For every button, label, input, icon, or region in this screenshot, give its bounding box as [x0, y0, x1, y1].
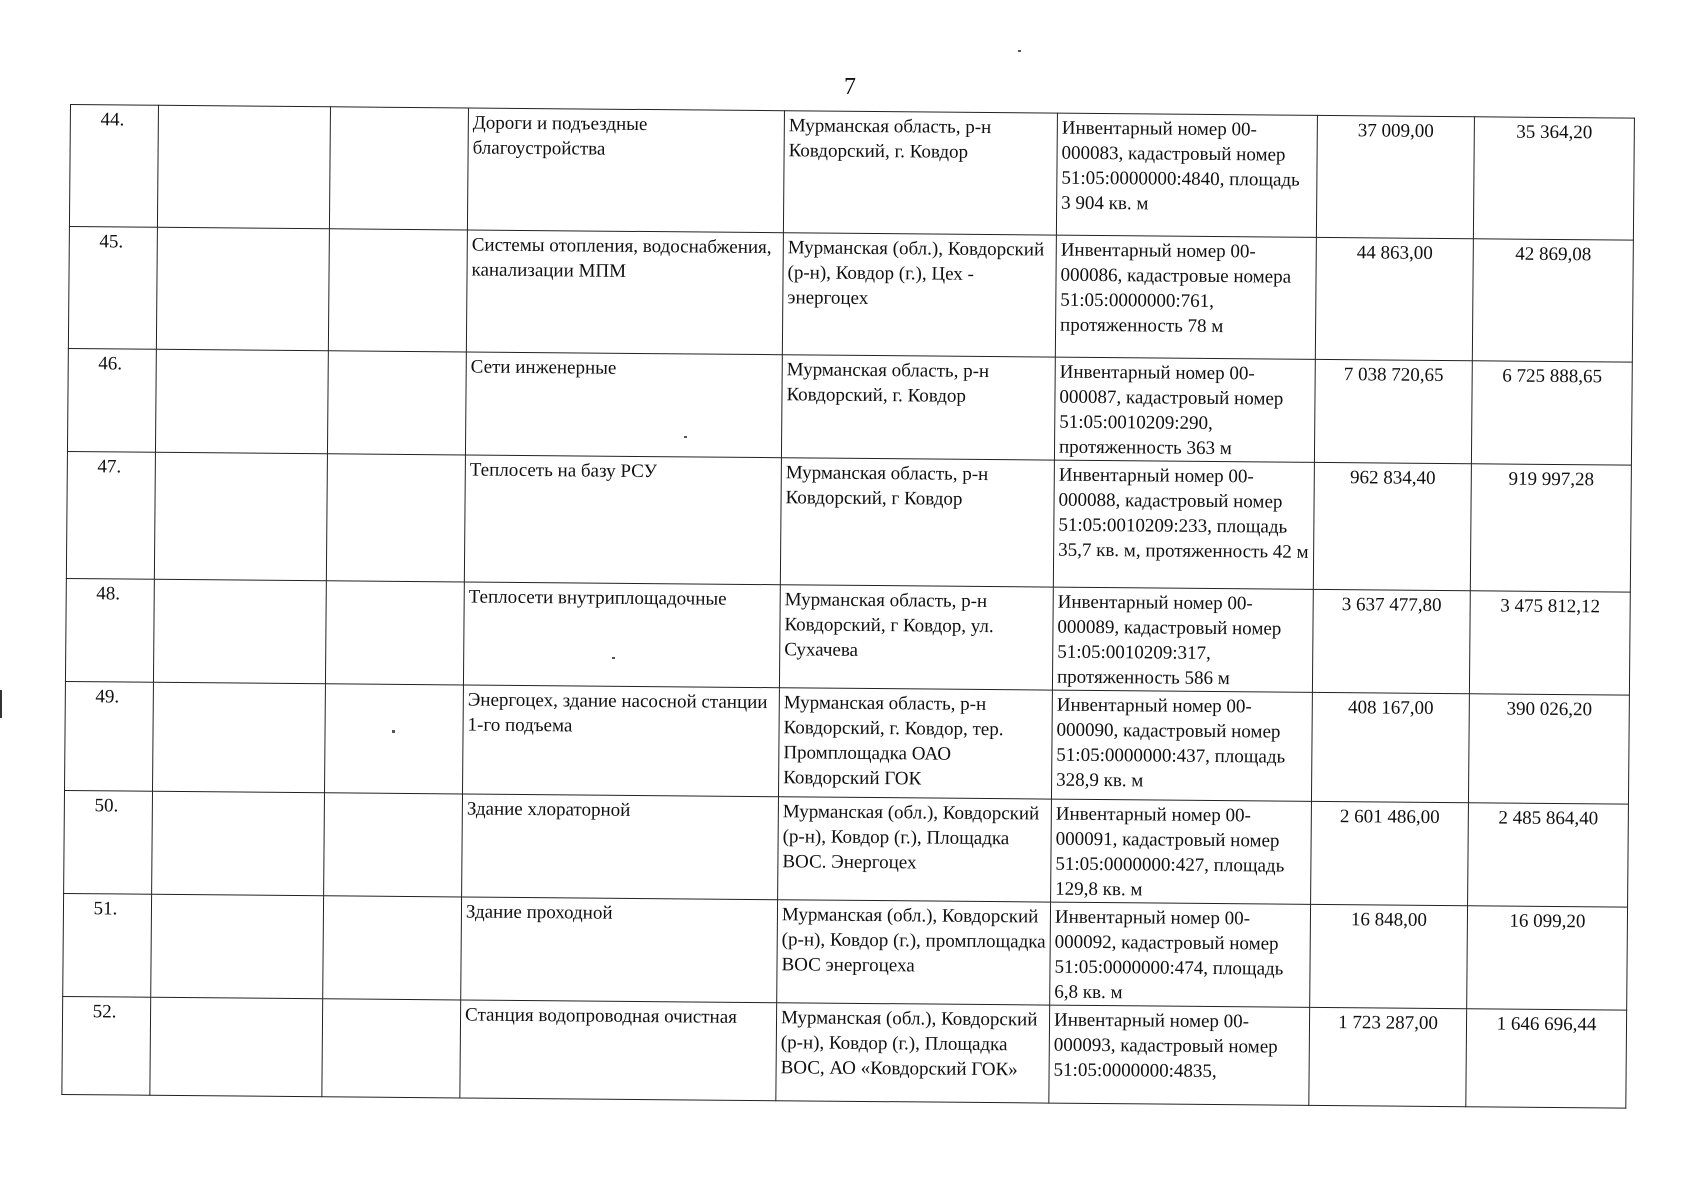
table-row	[64, 790, 1629, 907]
object-details: Инвентарный номер 00-000089, кадастровый номер 51:05:0010209:317, протяженность 586 м	[1052, 587, 1313, 692]
empty-cell	[157, 105, 330, 228]
value-cell-2: 2 485 864,40	[1468, 803, 1629, 907]
object-address: Мурманская (обл.), Ковдорский (р-н), Ковдор (г.), Площадка ВОС, АО «Ковдорский ГОК»	[776, 1003, 1050, 1103]
page-number: 7	[844, 74, 856, 100]
table-row	[66, 451, 1631, 592]
object-address: Мурманская область, р-н Ковдорский, г Ковдор, ул. Сухачева	[779, 585, 1053, 690]
empty-cell	[323, 896, 462, 1000]
object-details: Инвентарный номер 00-000091, кадастровый номер 51:05:0000000:427, площадь 129,8 кв. м	[1051, 799, 1312, 904]
value-cell-1: 37 009,00	[1316, 115, 1474, 238]
row-number: 48.	[65, 578, 154, 682]
value-cell-2: 3 475 812,12	[1469, 591, 1630, 695]
value-cell-2: 390 026,20	[1468, 694, 1629, 804]
value-cell-2: 919 997,28	[1470, 464, 1631, 592]
empty-cell	[153, 579, 326, 683]
empty-cell	[325, 581, 464, 685]
object-address: Мурманская область, р-н Ковдорский, г. Ковдор	[781, 355, 1055, 460]
value-cell-1: 962 834,40	[1313, 462, 1471, 590]
row-number: 44.	[69, 105, 158, 228]
value-cell-1: 1 723 287,00	[1309, 1007, 1467, 1106]
empty-cell	[156, 227, 329, 350]
value-cell-1: 7 038 720,65	[1314, 359, 1472, 463]
scan-speck	[1018, 50, 1021, 52]
table-row	[63, 893, 1628, 1010]
row-number: 46.	[67, 348, 156, 452]
value-cell-2: 6 725 888,65	[1471, 361, 1632, 465]
object-details: Инвентарный номер 00-000090, кадастровый номер 51:05:0000000:437, площадь 328,9 кв. м	[1051, 690, 1312, 801]
table-row	[68, 226, 1633, 362]
scan-speck	[392, 730, 395, 733]
value-cell-1: 2 601 486,00	[1311, 801, 1469, 905]
object-address: Мурманская область, р-н Ковдорский, г. Ковдор	[783, 111, 1057, 235]
property-table	[61, 104, 1635, 1109]
value-cell-1: 44 863,00	[1315, 237, 1473, 360]
table-row	[65, 681, 1630, 804]
row-number: 49.	[65, 681, 154, 791]
object-name: Теплосеть на базу РСУ	[464, 455, 781, 585]
empty-cell	[151, 894, 324, 998]
scan-speck	[684, 436, 687, 438]
object-details: Инвентарный номер 00-000083, кадастровый номер 51:05:0000000:4840, площадь 3 904 кв. м	[1056, 113, 1317, 237]
empty-cell	[324, 793, 463, 897]
empty-cell	[327, 351, 466, 455]
empty-cell	[322, 999, 461, 1098]
empty-cell	[329, 107, 468, 230]
object-details: Инвентарный номер 00-000086, кадастровые номера 51:05:0000000:761, протяженность 78 м	[1055, 235, 1316, 359]
empty-cell	[152, 791, 325, 895]
value-cell-1: 3 637 477,80	[1312, 589, 1470, 693]
empty-cell	[154, 452, 327, 580]
object-address: Мурманская (обл.), Ковдорский (р-н), Ковдор (г.), Площадка ВОС. Энергоцех	[778, 797, 1052, 902]
value-cell-1: 408 167,00	[1311, 692, 1469, 802]
object-name: Сети инженерные	[465, 352, 782, 458]
object-details: Инвентарный номер 00-000088, кадастровый номер 51:05:0010209:233, площадь 35,7 кв. м, протяженность 42 м	[1053, 460, 1314, 589]
object-name: Дороги и подъездные благоустройства	[467, 108, 784, 233]
object-name: Энергоцех, здание насосной станции 1-го подъема	[462, 685, 779, 797]
value-cell-1: 16 848,00	[1310, 904, 1468, 1008]
object-details: Инвентарный номер 00-000087, кадастровый номер 51:05:0010209:290, протяженность 363 м	[1054, 357, 1315, 462]
row-number: 52.	[62, 996, 151, 1095]
value-cell-2: 42 869,08	[1472, 239, 1633, 362]
row-number: 45.	[68, 226, 157, 349]
object-name: Станция водопроводная очистная	[460, 1000, 777, 1101]
object-address: Мурманская область, р-н Ковдорский, г Ковдор	[780, 458, 1054, 587]
object-details: Инвентарный номер 00-000092, кадастровый номер 51:05:0000000:474, площадь 6,8 кв. м	[1050, 902, 1311, 1007]
table-row	[67, 348, 1632, 465]
object-name: Здание хлораторной	[462, 794, 779, 900]
value-cell-2: 16 099,20	[1467, 906, 1628, 1010]
row-number: 47.	[66, 451, 155, 579]
table-row	[62, 996, 1627, 1108]
table-row	[69, 105, 1634, 241]
object-address: Мурманская (обл.), Ковдорский (р-н), Ковдор (г.), промплощадка ВОС энергоцеха	[777, 900, 1051, 1005]
object-address: Мурманская область, р-н Ковдорский, г. Ковдор, тер. Промплощадка ОАО Ковдорский ГОК	[778, 688, 1052, 799]
value-cell-2: 35 364,20	[1473, 117, 1634, 240]
empty-cell	[324, 684, 463, 794]
empty-cell	[155, 349, 328, 453]
empty-cell	[150, 997, 323, 1096]
empty-cell	[326, 454, 465, 582]
scan-edge-mark	[0, 690, 2, 718]
object-details: Инвентарный номер 00-000093, кадастровый номер 51:05:0000000:4835,	[1049, 1005, 1310, 1105]
empty-cell	[153, 682, 326, 792]
row-number: 50.	[64, 790, 153, 894]
object-name: Здание проходной	[461, 897, 778, 1003]
object-name: Теплосети внутриплощадочные	[463, 582, 780, 688]
object-address: Мурманская (обл.), Ковдорский (р-н), Ковдор (г.), Цех - энергоцех	[782, 233, 1056, 357]
object-name: Системы отопления, водоснабжения, канализации МПМ	[466, 230, 783, 355]
empty-cell	[328, 229, 467, 352]
row-number: 51.	[63, 893, 152, 997]
table-row	[65, 578, 1630, 695]
value-cell-2: 1 646 696,44	[1466, 1009, 1627, 1108]
scan-speck	[612, 657, 615, 659]
